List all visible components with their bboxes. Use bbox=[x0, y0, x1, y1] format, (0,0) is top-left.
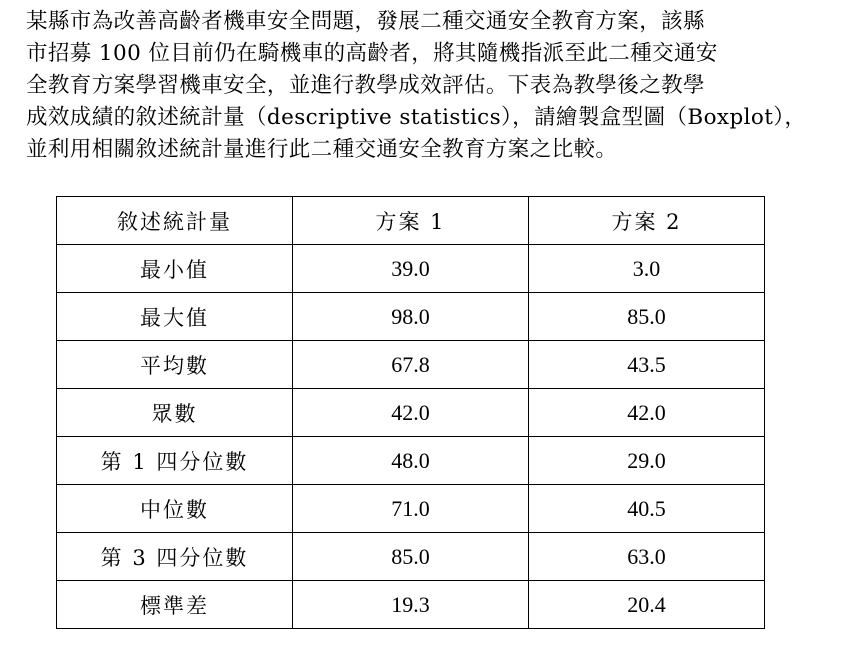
plan-2-value: 63.0 bbox=[529, 533, 765, 581]
plan-1-value: 19.3 bbox=[293, 581, 529, 629]
plan-2-value: 40.5 bbox=[529, 485, 765, 533]
plan-1-value: 98.0 bbox=[293, 293, 529, 341]
question-line: 成效成績的敘述統計量（descriptive statistics），請繪製盒型圖（Boxplot）， bbox=[26, 105, 807, 130]
question-line: 並利用相關敘述統計量進行此二種交通安全教育方案之比較。 bbox=[26, 137, 618, 162]
table-row bbox=[57, 245, 765, 293]
plan-2-value: 85.0 bbox=[529, 293, 765, 341]
plan-1-value: 67.8 bbox=[293, 341, 529, 389]
table-row bbox=[57, 389, 765, 437]
table-row bbox=[57, 581, 765, 629]
table-row bbox=[57, 533, 765, 581]
row-label: 第 3 四分位數 bbox=[57, 533, 293, 581]
header-plan-1: 方案 1 bbox=[293, 197, 529, 245]
plan-2-value: 29.0 bbox=[529, 437, 765, 485]
header-plan-2: 方案 2 bbox=[529, 197, 765, 245]
row-label: 平均數 bbox=[57, 341, 293, 389]
plan-2-value: 20.4 bbox=[529, 581, 765, 629]
row-label: 標準差 bbox=[57, 581, 293, 629]
plan-2-value: 3.0 bbox=[529, 245, 765, 293]
row-label: 眾數 bbox=[57, 389, 293, 437]
plan-1-value: 42.0 bbox=[293, 389, 529, 437]
table-row bbox=[57, 437, 765, 485]
row-label: 第 1 四分位數 bbox=[57, 437, 293, 485]
question-line: 某縣市為改善高齡者機車安全問題，發展二種交通安全教育方案，該縣 bbox=[26, 9, 705, 34]
plan-2-value: 42.0 bbox=[529, 389, 765, 437]
table-header-row bbox=[57, 197, 765, 245]
plan-1-value: 48.0 bbox=[293, 437, 529, 485]
row-label: 中位數 bbox=[57, 485, 293, 533]
plan-1-value: 71.0 bbox=[293, 485, 529, 533]
table-row bbox=[57, 485, 765, 533]
table-row bbox=[57, 293, 765, 341]
row-label: 最小值 bbox=[57, 245, 293, 293]
question-line: 市招募 100 位目前仍在騎機車的高齡者，將其隨機指派至此二種交通安 bbox=[26, 41, 718, 66]
row-label: 最大值 bbox=[57, 293, 293, 341]
header-statistic: 敘述統計量 bbox=[57, 197, 293, 245]
plan-1-value: 39.0 bbox=[293, 245, 529, 293]
question-line: 全教育方案學習機車安全，並進行教學成效評估。下表為教學後之教學 bbox=[26, 73, 705, 98]
table-row bbox=[57, 341, 765, 389]
plan-1-value: 85.0 bbox=[293, 533, 529, 581]
question-text bbox=[26, 6, 852, 166]
descriptive-statistics-table bbox=[56, 196, 765, 629]
plan-2-value: 43.5 bbox=[529, 341, 765, 389]
